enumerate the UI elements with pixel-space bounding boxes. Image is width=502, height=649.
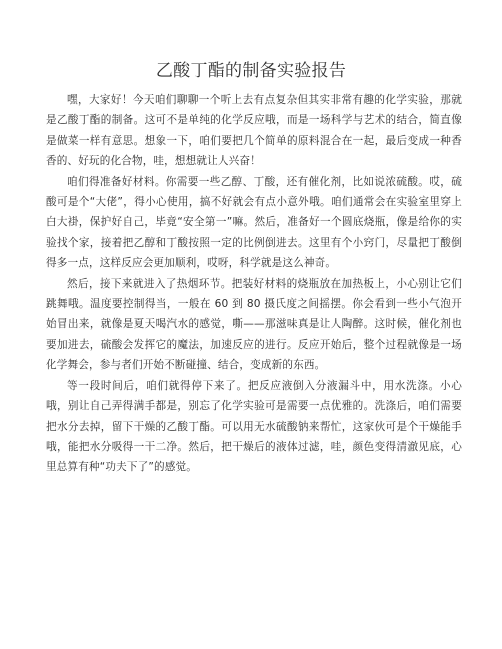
paragraph-intro: 嘿，大家好！今天咱们聊聊一个听上去有点复杂但其实非常有趣的化学实验，那就是乙酸丁酯的制备。这可不是单纯的化学反应哦，而是一场科学与艺术的结合，简直像是做菜一样有意思。想象一下，咱们要把几个简单的原料混合在一起，最后变成一种香香的、好玩的化合物，哇，想想就让人兴奋！: [46, 94, 462, 168]
paragraph-heating: 然后，接下来就进入了热烟环节。把装好材料的烧瓶放在加热板上，小心别让它们跳舞哦。温度要控制得当，一般在 60 到 80 摄氏度之间摇摆。你会看到一些小气泡开始冒出来，就像是夏天喝汽水的感觉，嘶——那滋味真是让人陶醉。这时候，催化剂也要加进去，硫酸会发挥它的魔法，加速反应的进行。反应开始后，整个过程就像是一场化学舞会，参与者们开始不断碰撞、结合，变成新的东西。: [46, 277, 462, 372]
document-body: [46, 90, 462, 478]
paragraph-washing: 等一段时间后，咱们就得停下来了。把反应液倒入分液漏斗中，用水洗涤。小心哦，别让自己弄得满手都是，别忘了化学实验可是需要一点优雅的。洗涤后，咱们需要把水分去掉，留下干燥的乙酸丁酯。可以用无水硫酸钠来帮忙，这家伙可是个干燥能手哦，能把水分吸得一干二净。然后，把干燥后的液体过滤，哇，颜色变得清澈见底，心里总算有种“功夫下了”的感觉。: [46, 379, 462, 474]
page-title: 乙酸丁酯的制备实验报告: [155, 61, 347, 81]
paragraph-materials: 咱们得准备好材料。你需要一些乙醇、丁酸，还有催化剂，比如说浓硫酸。哎，硫酸可是个“大佬”，得小心使用，搞不好就会有点小意外哦。咱们通常会在实验室里穿上白大褂，保护好自己，毕竟“安全第一”嘛。然后，准备好一个圆底烧瓶，像是给你的实验找个家，接着把乙醇和丁酸按照一定的比例倒进去。这里有个小窍门，尽量把丁酸倒得多一点，这样反应会更加顺利，哎呀，科学就是这么神奇。: [46, 175, 462, 270]
